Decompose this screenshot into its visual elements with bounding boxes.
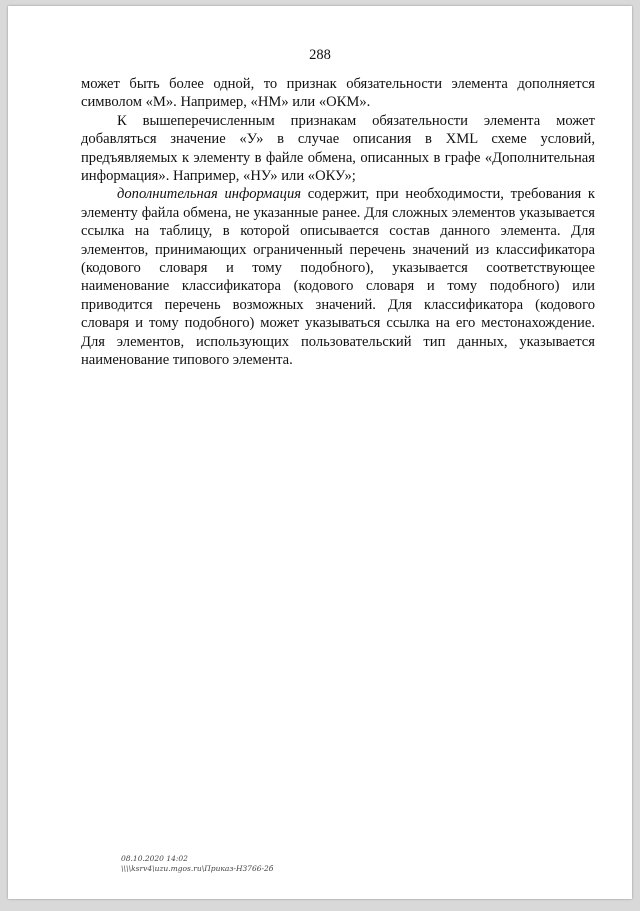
paragraph-continuation: может быть более одной, то признак обязательности элемента дополняется символом «М». Например, «НМ» или «ОКМ». bbox=[81, 76, 595, 111]
document-body bbox=[81, 75, 595, 370]
paragraph-additional-info-text: содержит, при необходимости, требования к элементу файла обмена, не указанные ранее. Для сложных элементов указывается ссылка на таблицу, в которой описывается состав данного элемента. Для элементов, принимающих ограниченный перечень значений из классификатора (кодового словаря и тому подобного), указывается соответствующее наименование классификатора (кодового словаря и тому подобного) или приводится перечень возможных значений. Для классификатора (кодового словаря и тому подобного) может указываться ссылка на его местонахождение. Для элементов, использующих пользовательский тип данных, указывается наименование типового элемента. bbox=[81, 186, 595, 369]
footer-file-path: \\\\ksrv4\uzu.mgos.ru\Приказ-НЗ766-2б bbox=[121, 864, 274, 873]
print-footer bbox=[121, 854, 273, 874]
page-number: 288 bbox=[309, 47, 331, 63]
paragraph-required-markers: К вышеперечисленным признакам обязательности элемента может добавляться значение «У» в случае описания в XML схеме условий, предъявляемых к элементу в файле обмена, описанных в графе «Дополнительная информация». Например, «НУ» или «ОКУ»; bbox=[81, 112, 595, 185]
paragraph-additional-info bbox=[81, 185, 595, 369]
document-page bbox=[8, 6, 632, 899]
term-additional-info: дополнительная информация bbox=[117, 186, 302, 203]
footer-timestamp: 08.10.2020 14:02 bbox=[121, 854, 188, 863]
